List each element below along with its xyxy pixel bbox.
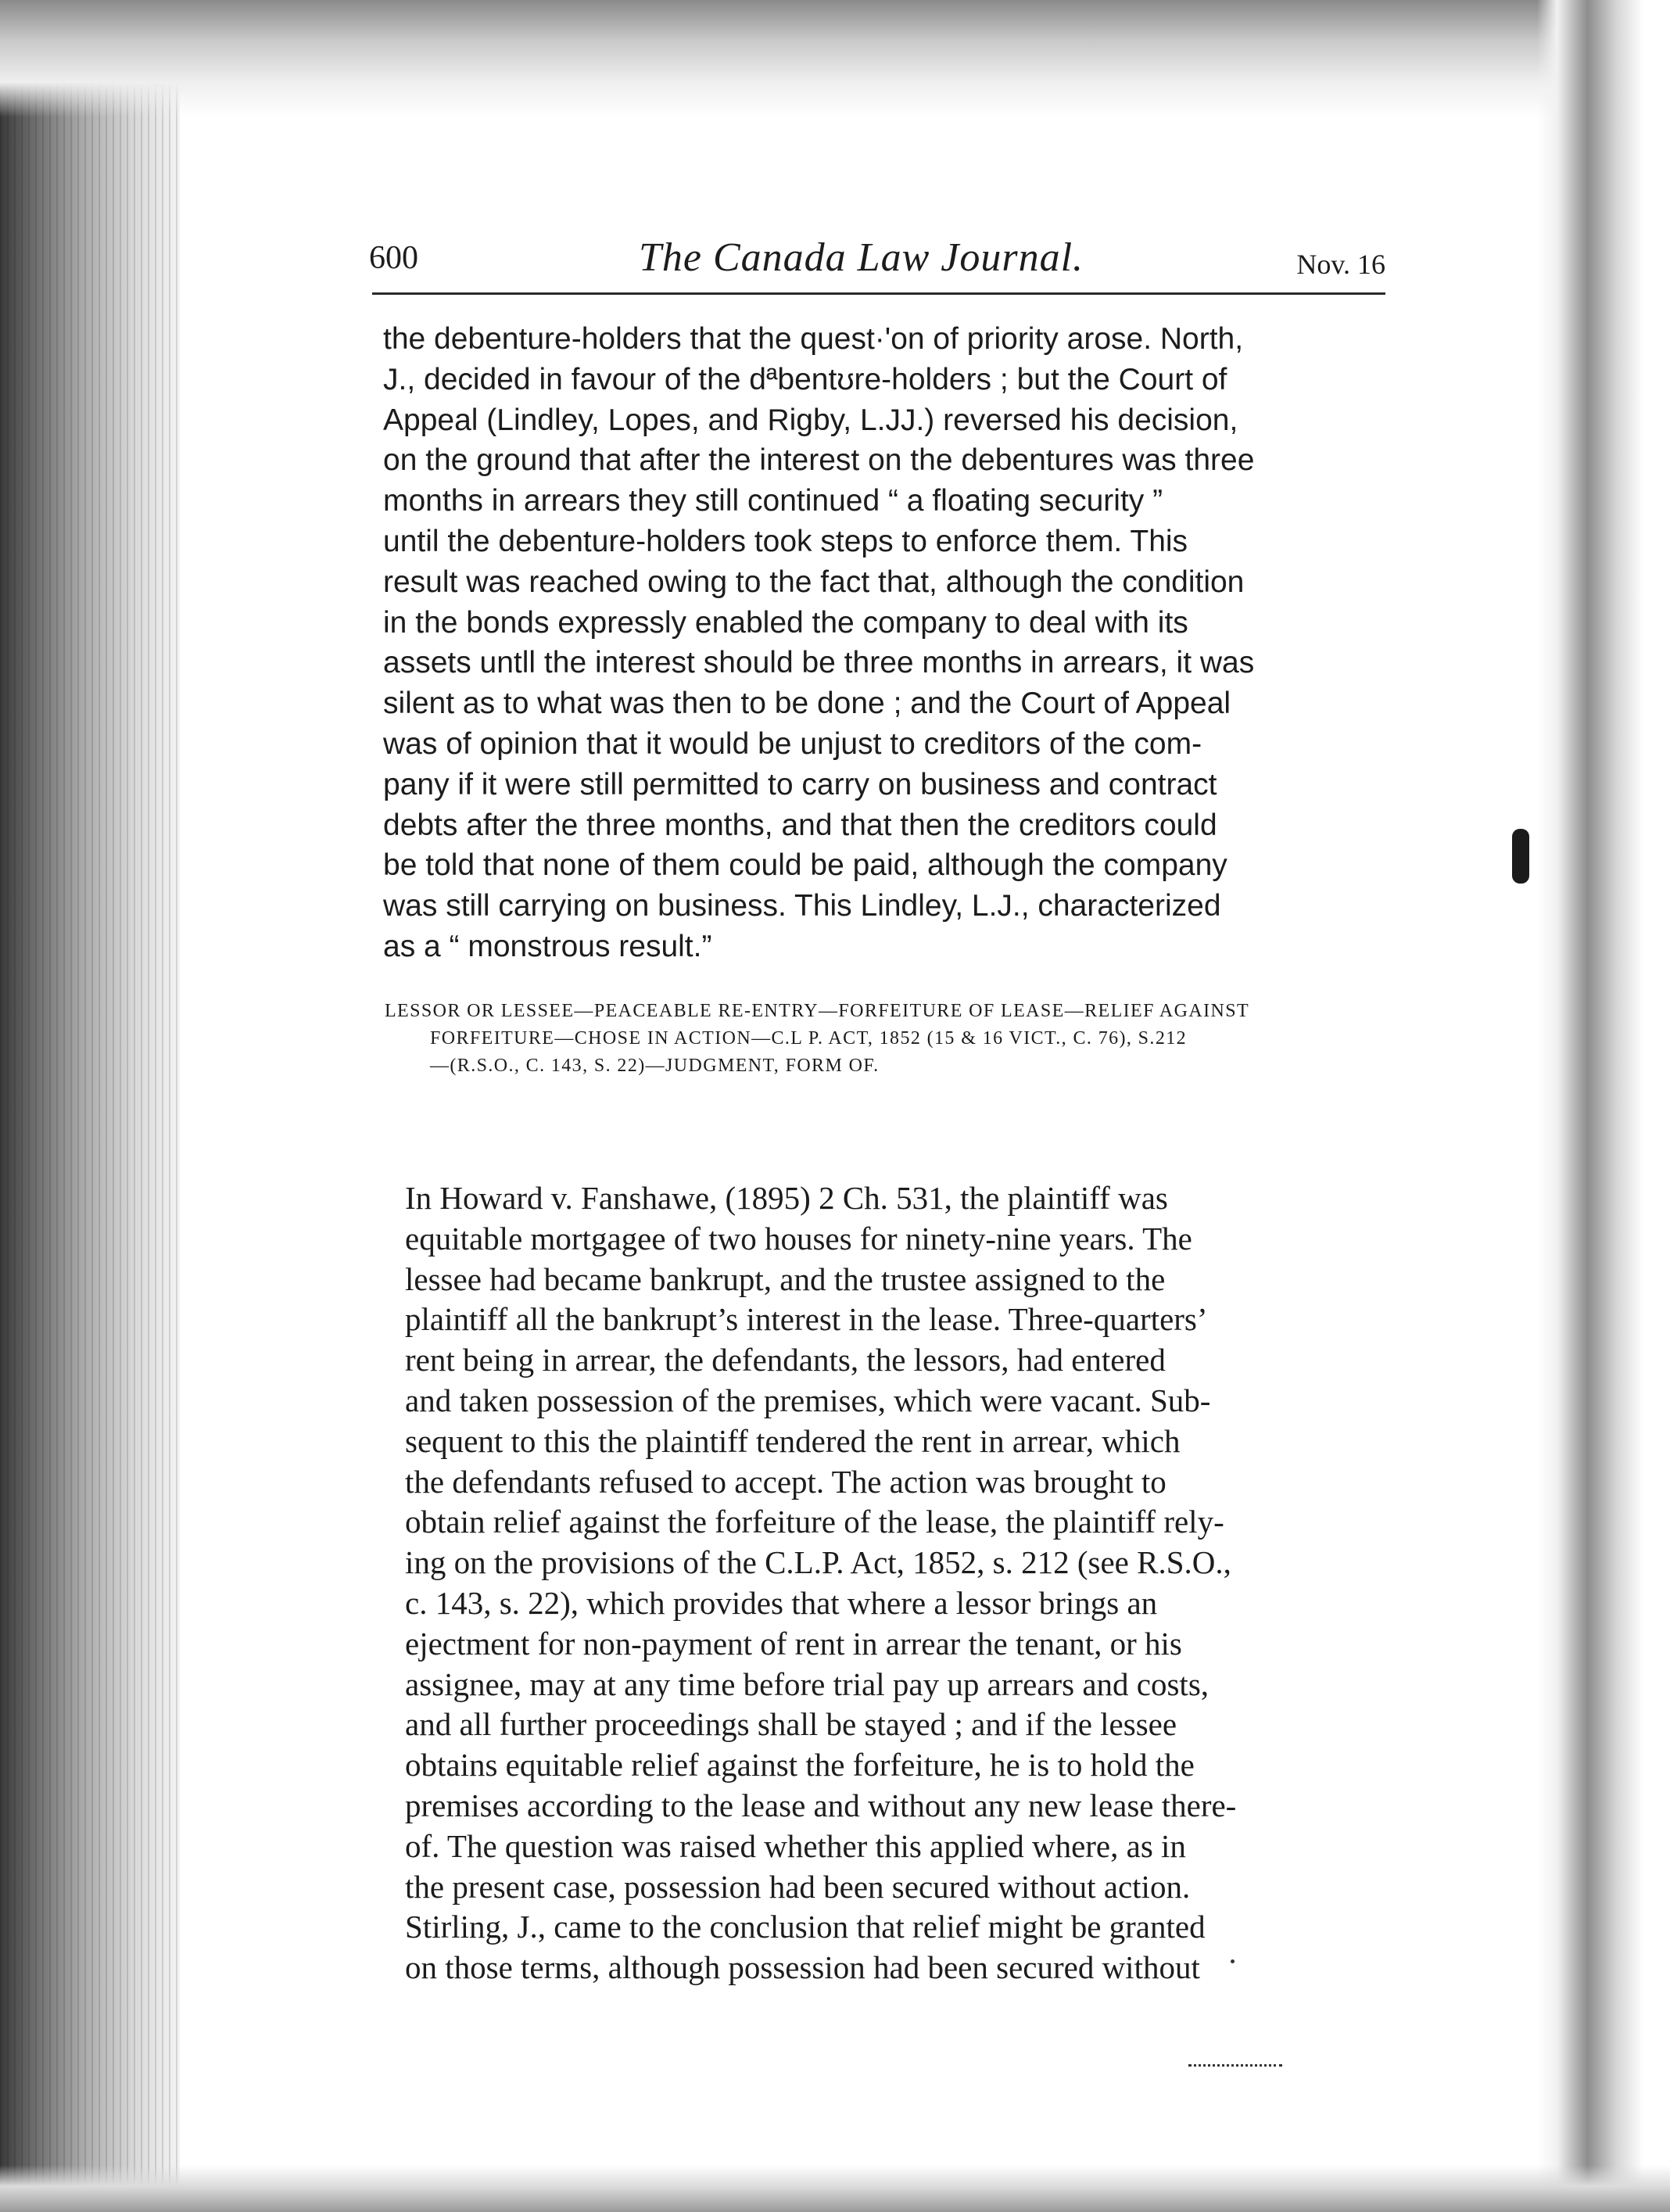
book-binding-edge — [0, 0, 180, 2212]
paragraph-debenture-holders — [383, 319, 1392, 967]
text-line: of. The question was raised whether this applied where, as in — [405, 1827, 1186, 1864]
headnote-line: LESSOR OR LESSEE—PEACEABLE RE-ENTRY—FORFEITURE OF LEASE—RELIEF AGAINST — [385, 1001, 1250, 1021]
text-line: the debenture-holders that the quest·'on of priority arose. North, — [383, 322, 1244, 356]
text-line: plaintiff all the bankrupt’s interest in the lease. Three-quarters’ — [405, 1301, 1208, 1338]
text-line: months in arrears they still continued “ a floating security ” — [383, 484, 1163, 518]
scan-shadow-top — [0, 0, 1670, 117]
text-line: assignee, may at any time before trial pay up arrears and costs, — [405, 1665, 1209, 1702]
text-line: pany if it were still permitted to carry on business and contract — [383, 767, 1217, 801]
text-line: Appeal (Lindley, Lopes, and Rigby, L.JJ.) reversed his decision, — [383, 403, 1238, 437]
text-line: assets untll the interest should be three months in arrears, it was — [383, 646, 1255, 680]
text-line: until the debenture-holders took steps to enforce them. This — [383, 524, 1188, 558]
text-line: obtain relief against the forfeiture of the lease, the plaintiff rely- — [405, 1504, 1224, 1540]
text-line: be told that none of them could be paid, although the company — [383, 848, 1227, 883]
case-headnote — [385, 998, 1378, 1080]
scan-shadow-right — [1537, 0, 1670, 2212]
text-line: equitable mortgagee of two houses for ninety-nine years. The — [405, 1220, 1192, 1257]
text-line: result was reached owing to the fact that, although the condition — [383, 565, 1245, 599]
headnote-line: —(R.S.O., C. 143, S. 22)—JUDGMENT, FORM OF. — [430, 1056, 880, 1076]
text-line: J., decided in favour of the dªbentʊre-holders ; but the Court of — [383, 362, 1227, 396]
scan-shadow-bottom — [0, 2165, 1670, 2212]
text-line: obtains equitable relief against the forfeiture, he is to hold the — [405, 1747, 1195, 1784]
text-line: premises according to the lease and without any new lease there- — [405, 1787, 1237, 1823]
running-header — [369, 235, 1385, 281]
text-line: sequent to this the plaintiff tendered the rent in arrear, which — [405, 1422, 1181, 1459]
text-line: the present case, possession had been secured without action. — [405, 1868, 1191, 1905]
text-line: and all further proceedings shall be stayed ; and if the lessee — [405, 1706, 1177, 1743]
journal-title: The Canada Law Journal. — [639, 235, 1084, 280]
paragraph-howard-v-fanshawe — [405, 1178, 1414, 1988]
text-line: debts after the three months, and that then the creditors could — [383, 808, 1217, 842]
margin-mark — [1512, 829, 1529, 884]
text-line: rent being in arrear, the defendants, the lessors, had entered — [405, 1342, 1166, 1378]
text-line: was still carrying on business. This Lindley, L.J., characterized — [383, 889, 1221, 923]
text-line: c. 143, s. 22), which provides that where a lessor brings an — [405, 1584, 1158, 1621]
text-line: on the ground that after the interest on the debentures was three — [383, 443, 1255, 478]
header-rule — [372, 292, 1385, 295]
issue-date: Nov. 16 — [1296, 249, 1385, 280]
ink-smudge — [1188, 2064, 1282, 2074]
text-line: and taken possession of the premises, which were vacant. Sub- — [405, 1382, 1211, 1418]
text-line: lessee had became bankrupt, and the trustee assigned to the — [405, 1260, 1166, 1297]
text-line: was of opinion that it would be unjust to creditors of the com- — [383, 726, 1202, 761]
text-line: In Howard v. Fanshawe, (1895) 2 Ch. 531, the plaintiff was — [405, 1180, 1168, 1216]
text-line: as a “ monstrous result.” — [383, 929, 712, 963]
headnote-line: FORFEITURE—CHOSE IN ACTION—C.L P. ACT, 1852 (15 & 16 VICT., C. 76), S.212 — [430, 1028, 1188, 1049]
text-line: Stirling, J., came to the conclusion that relief might be granted — [405, 1909, 1206, 1945]
text-line: in the bonds expressly enabled the company to deal with its — [383, 605, 1188, 640]
text-line: ing on the provisions of the C.L.P. Act, 1852, s. 212 (see R.S.O., — [405, 1544, 1231, 1581]
text-line: ejectment for non-payment of rent in arrear the tenant, or his — [405, 1625, 1182, 1662]
text-line: silent as to what was then to be done ; and the Court of Appeal — [383, 687, 1231, 721]
text-line: on those terms, although possession had been secured without — [405, 1949, 1200, 1986]
text-line: the defendants refused to accept. The action was brought to — [405, 1463, 1166, 1500]
page-number: 600 — [369, 240, 418, 276]
